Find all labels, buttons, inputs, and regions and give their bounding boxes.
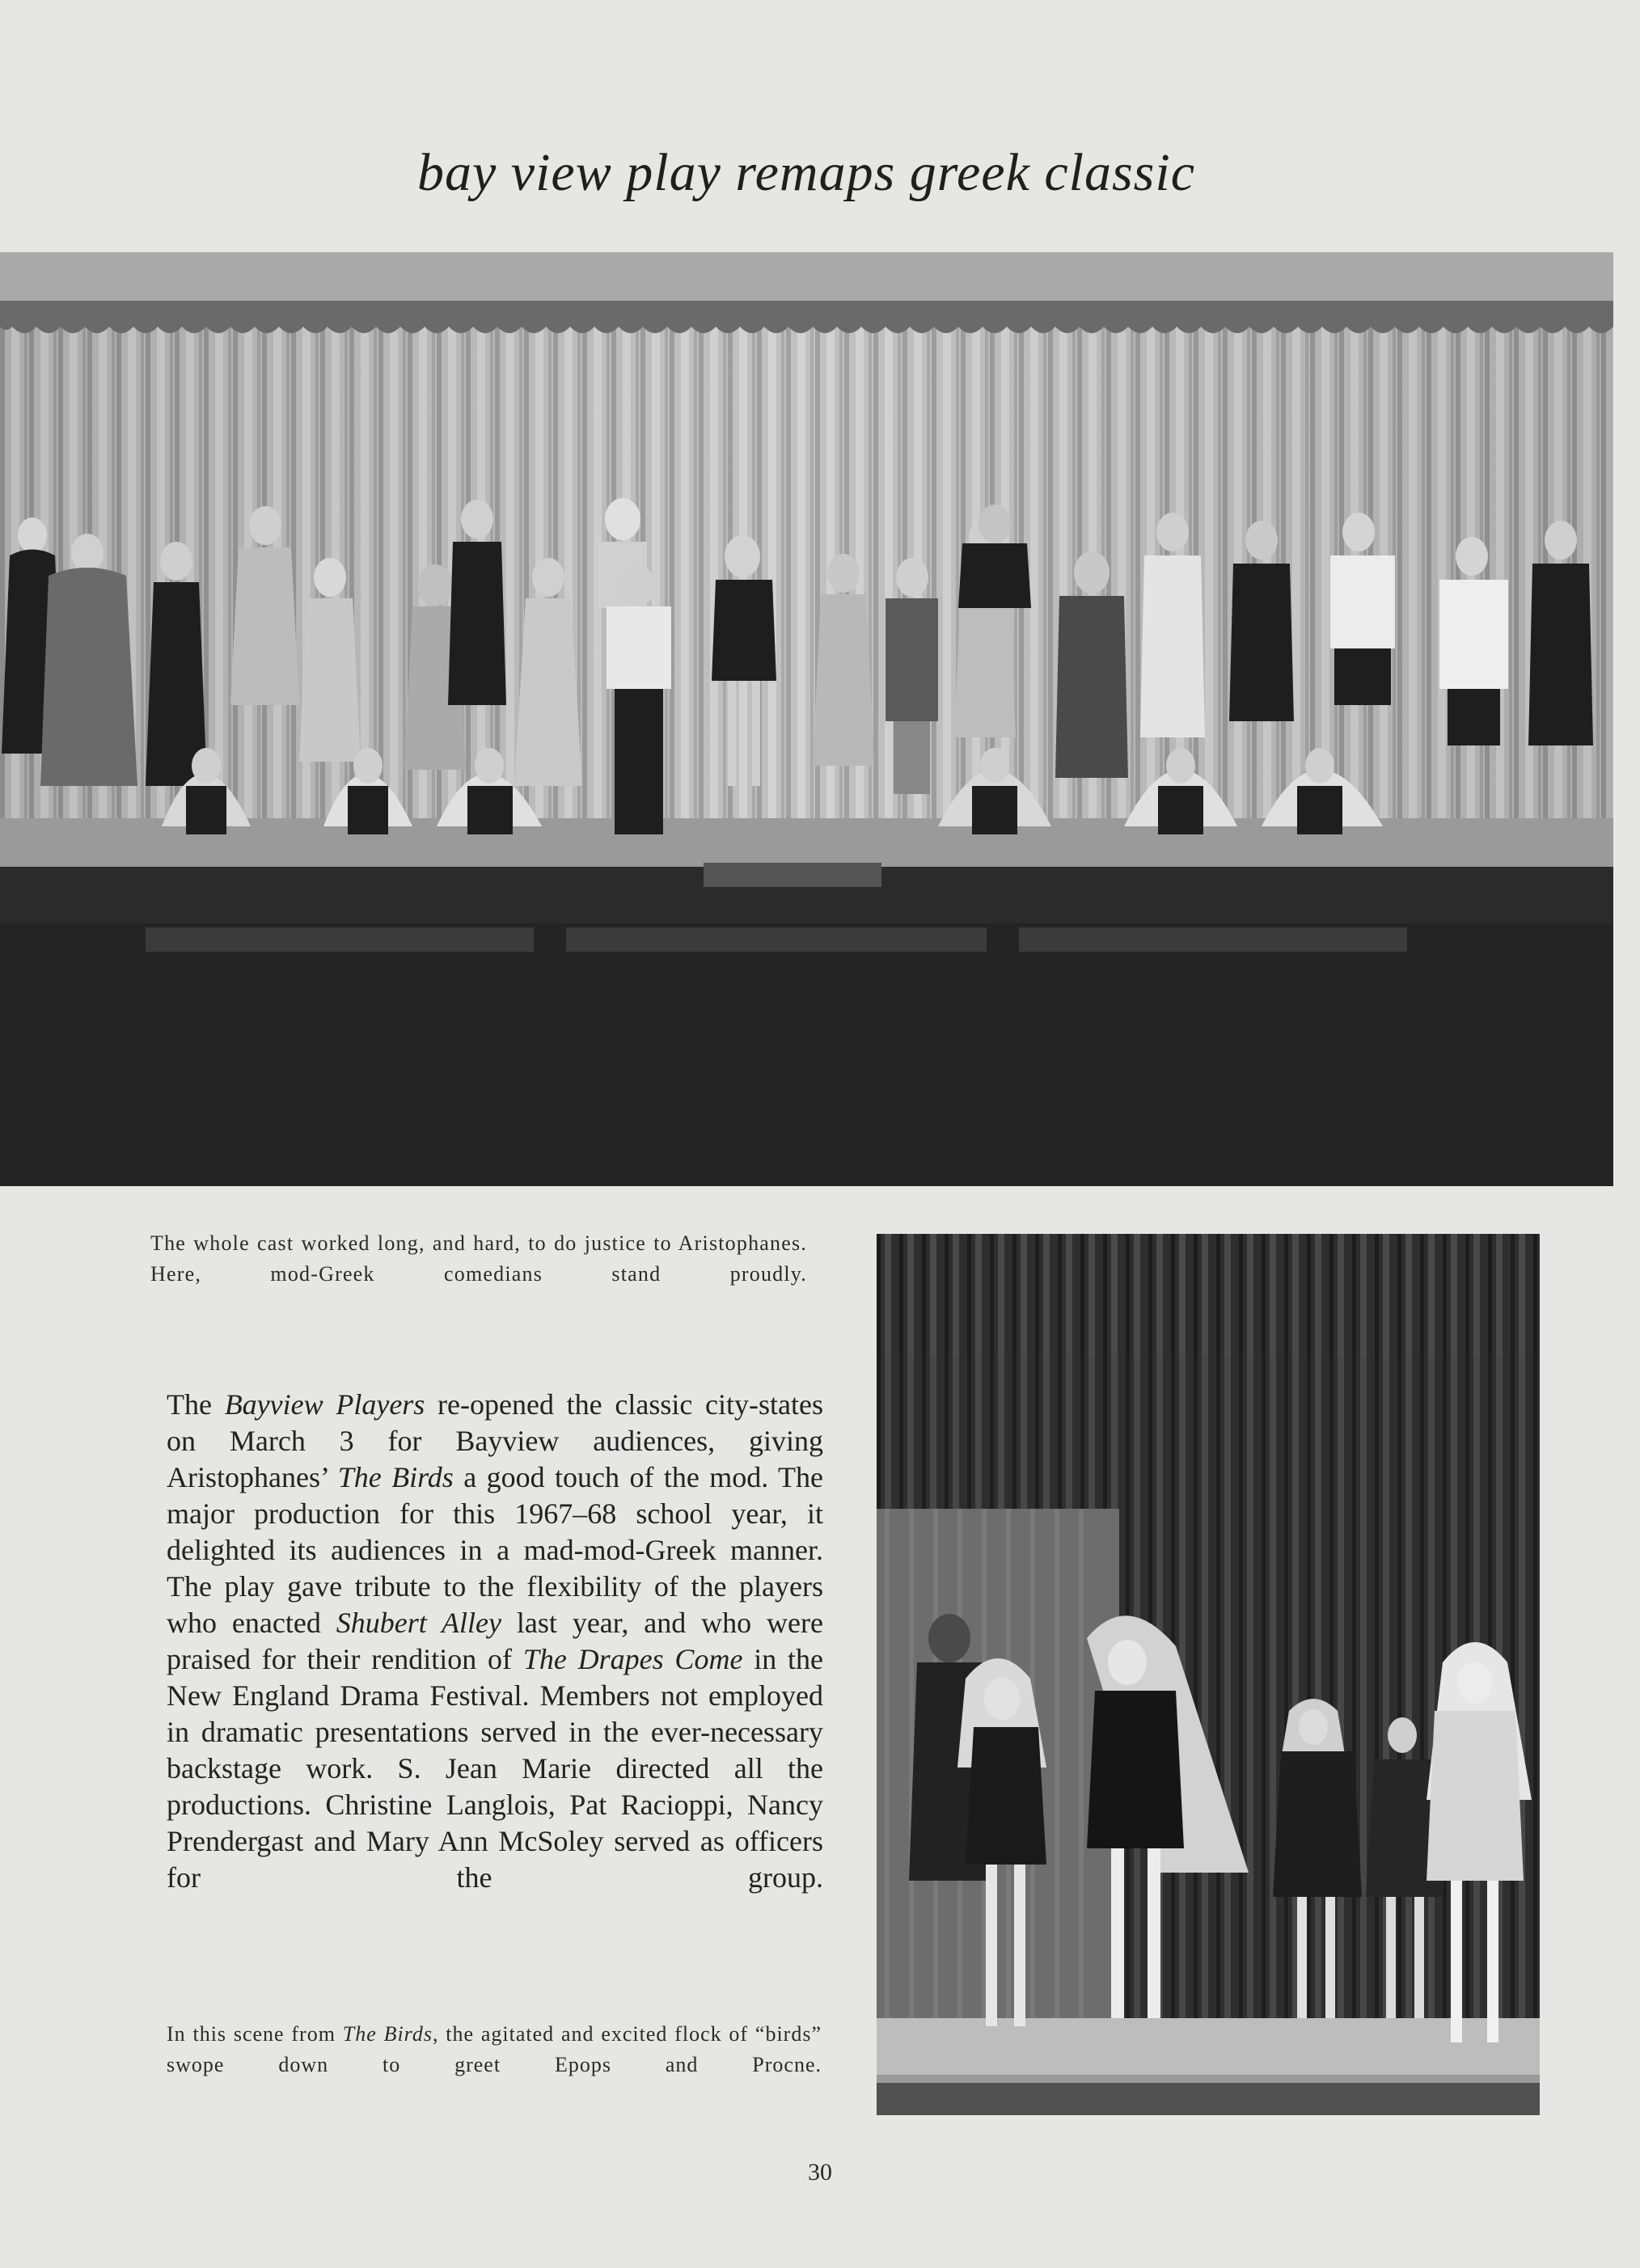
cast-photo-caption: The whole cast worked long, and hard, to do justice to Aristophanes. Here, mod-Greek comedians stand proudly.	[150, 1231, 807, 1286]
caption-bottom-text-2: , the agitated and excited flock of “birds” swope down to greet Epops and Procne.	[167, 2022, 822, 2076]
cast-photo-image	[0, 252, 1613, 1186]
caption-bottom-text-1: In this scene from	[167, 2022, 343, 2046]
page-number: 30	[808, 2159, 832, 2186]
birds-scene-photo	[877, 1234, 1540, 2115]
page-title: bay view play remaps greek classic	[417, 143, 1195, 202]
birds-scene-image	[877, 1234, 1540, 2115]
body-italic-bayview-players: Bayview Players	[224, 1388, 425, 1421]
body-italic-the-drapes-come: The Drapes Come	[522, 1643, 743, 1675]
body-text-1: The	[167, 1388, 225, 1421]
body-italic-the-birds: The Birds	[337, 1461, 454, 1493]
body-text-2: re-opened the classic city-states on March 3 for Bayview audiences, giving Aristophanes’	[167, 1388, 823, 1493]
article-body	[167, 1387, 823, 1896]
body-text-3: a good touch of the mod. The major production for this 1967–68 school year, it delighted its audiences in a mad-mod-Greek manner. The play gave tribute to the flexibility of the players who enacted	[167, 1461, 823, 1639]
caption-bottom-italic: The Birds	[342, 2022, 433, 2046]
body-text-5: in the New England Drama Festival. Members not employed in dramatic presentations served in the ever-necessary backstage work. S. Jean Marie directed all the productions. Christine Langlois, Pat Racioppi, Nancy Prendergast and Mary Ann McSoley served as officers for the group.	[167, 1643, 823, 1894]
birds-scene-caption	[167, 2019, 822, 2080]
body-text-4: last year, and who were praised for their rendition of	[167, 1607, 823, 1675]
cast-photo	[0, 252, 1613, 1186]
body-italic-shubert-alley: Shubert Alley	[336, 1607, 501, 1639]
